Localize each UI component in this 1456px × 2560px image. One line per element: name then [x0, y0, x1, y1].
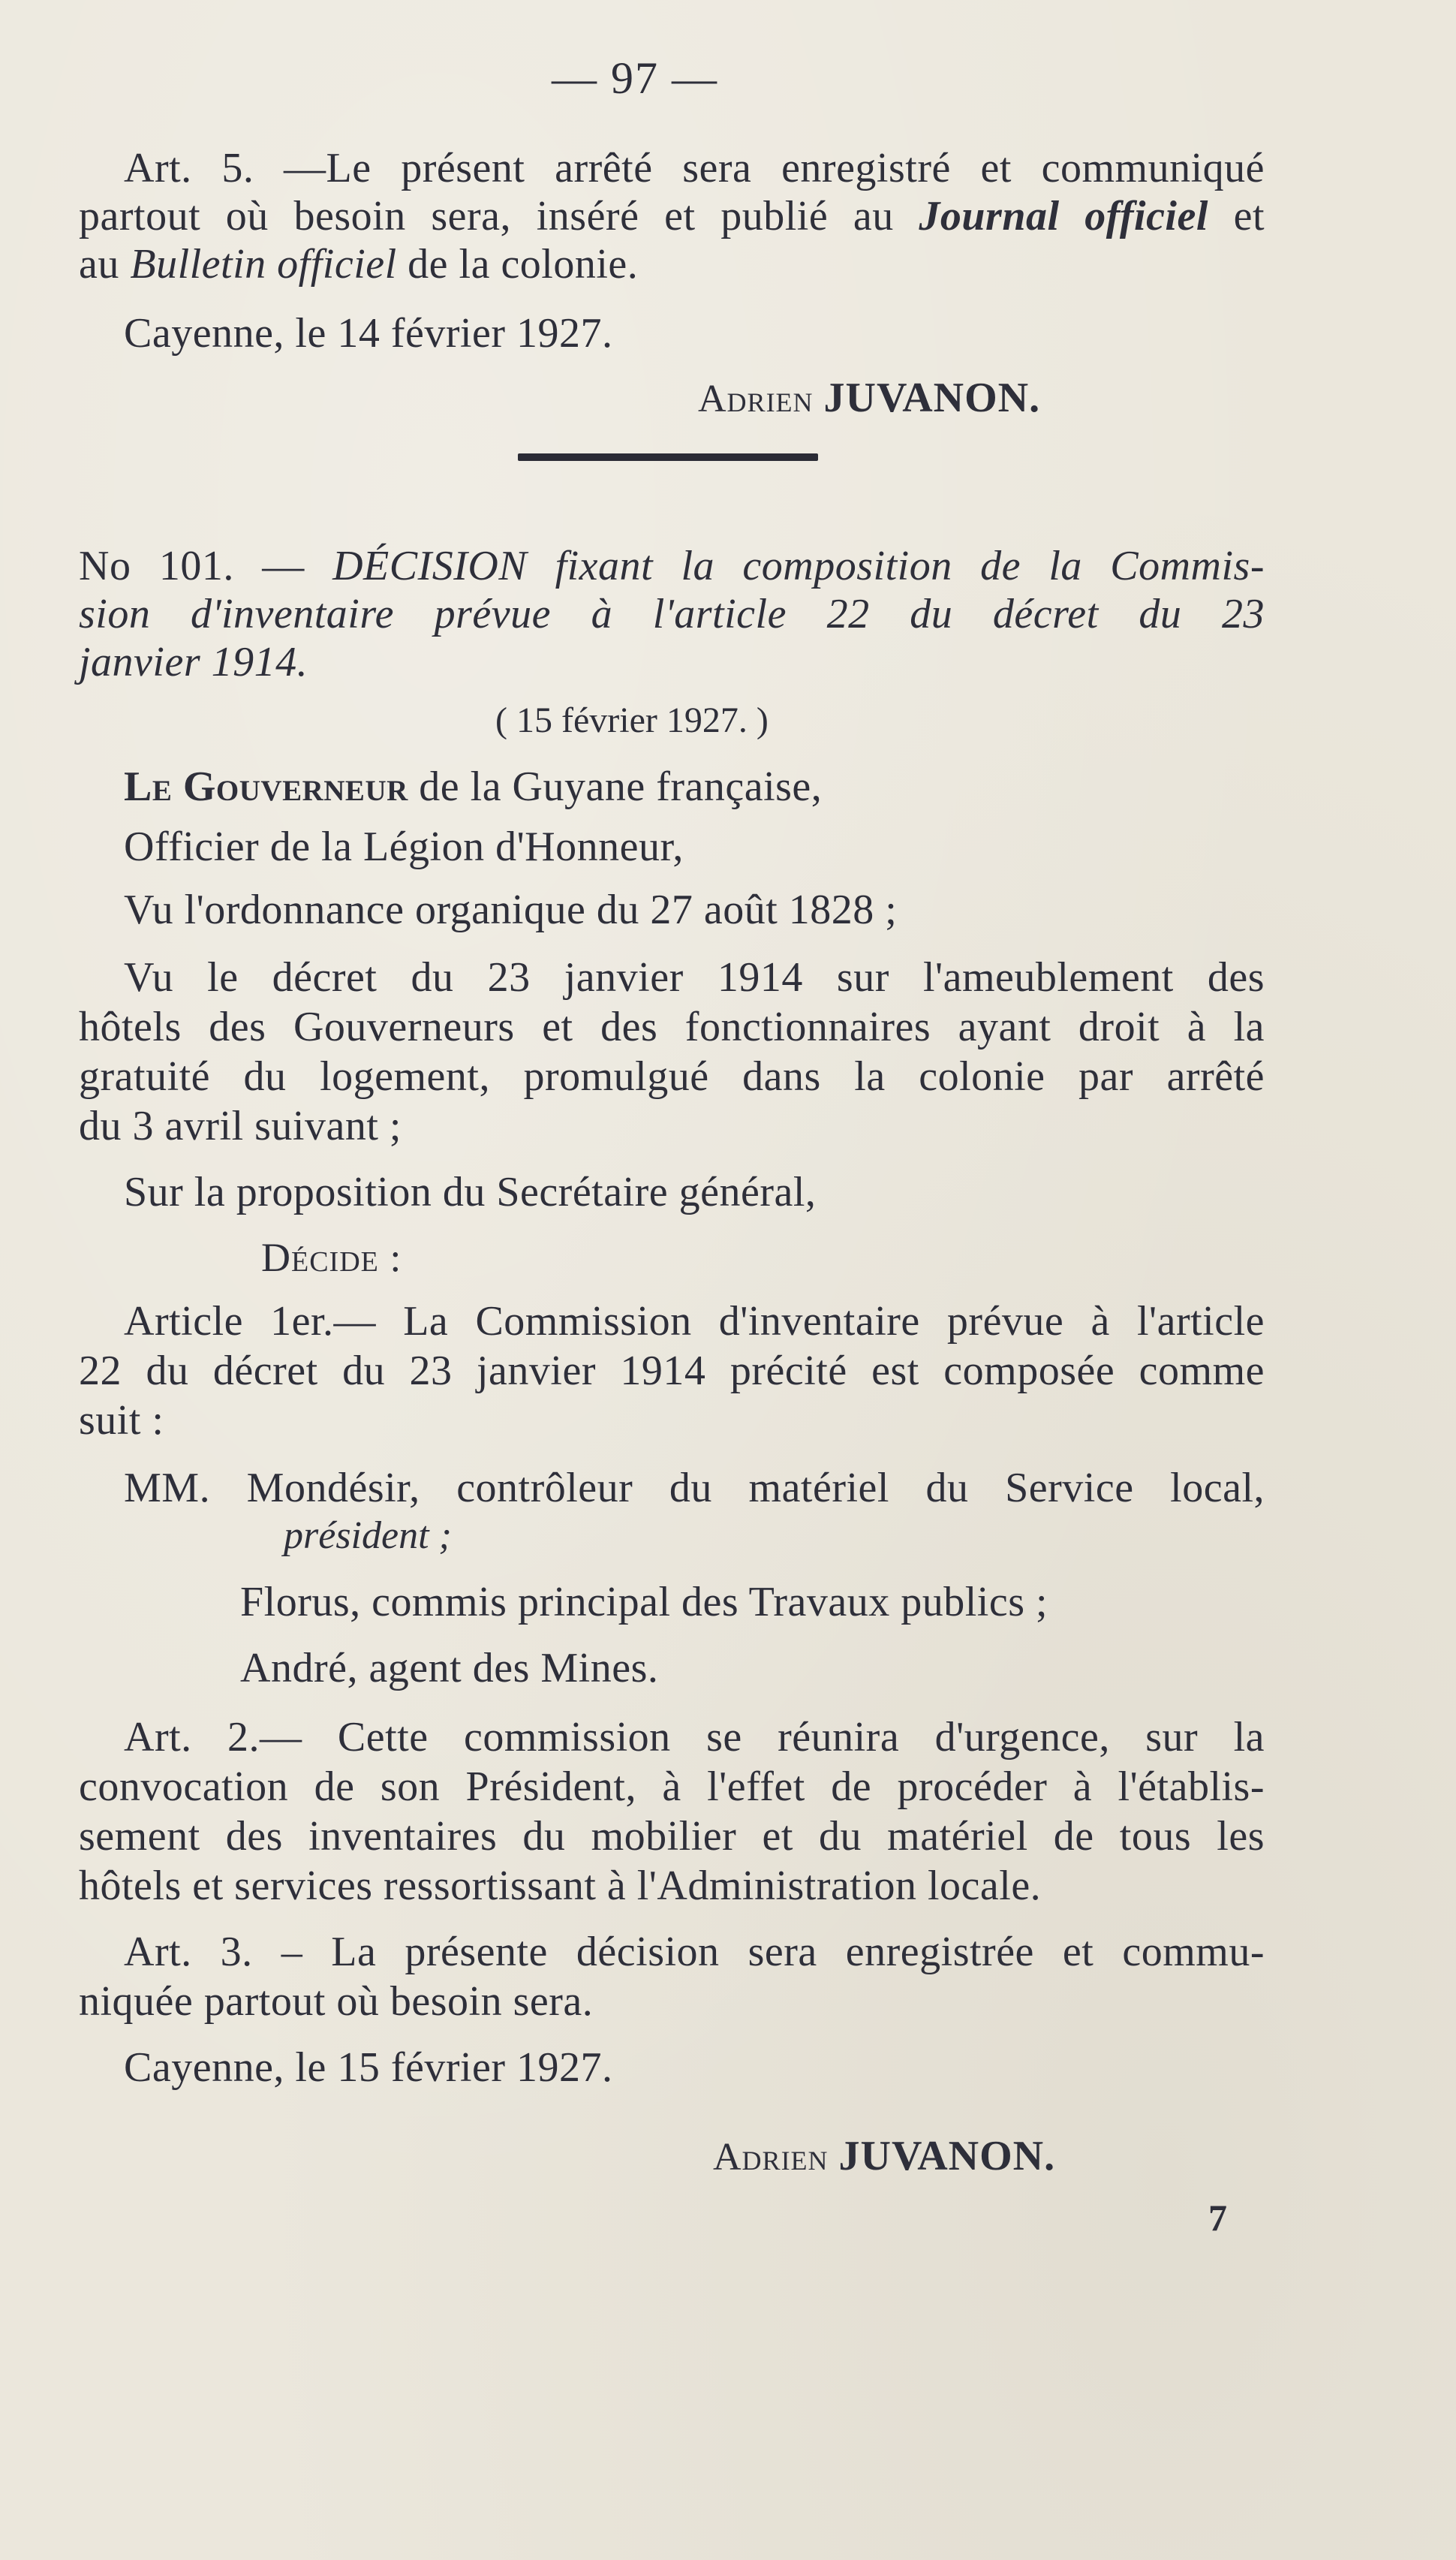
article3-line2: niquée partout où besoin sera.	[79, 1978, 594, 2025]
article2-line4: hôtels et services ressortissant à l'Administration locale.	[79, 1863, 1042, 1909]
article1-line2: 22 du décret du 23 janvier 1914 précité est composée comme	[79, 1348, 1265, 1394]
decision-date: ( 15 février 1927. )	[495, 700, 769, 740]
vu-decret-line1: Vu le décret du 23 janvier 1914 sur l'ameublement des	[124, 954, 1265, 1001]
governor-officer: Officier de la Légion d'Honneur,	[124, 824, 684, 870]
governor-title-rest: de la Guyane française,	[408, 763, 823, 810]
decision-heading-line1	[79, 542, 1265, 590]
article3-line1: Art. 3. – La présente décision sera enregistrée et commu-	[124, 1929, 1265, 1975]
article1-line1: Article 1er.— La Commission d'inventaire prévue à l'article	[124, 1298, 1265, 1345]
vu-ordonnance: Vu l'ordonnance organique du 27 août 1828 ;	[124, 887, 898, 933]
member-mondesir-role: président ;	[284, 1514, 452, 1557]
vu-decret-line4: du 3 avril suivant ;	[79, 1103, 402, 1149]
decision-heading-line3: janvier 1914.	[79, 639, 308, 685]
signature-1-name: JUVANON.	[823, 375, 1041, 421]
article1-line3: suit :	[79, 1397, 164, 1444]
governor-title-sc: Le Gouverneur	[124, 763, 408, 810]
signature-2	[713, 2132, 1055, 2180]
signature-mark-number: 7	[1208, 2197, 1227, 2239]
governor-title	[124, 763, 1265, 811]
article2-line2: convocation de son Président, à l'effet de procéder à l'établis-	[79, 1763, 1265, 1810]
art5-line3	[79, 240, 1265, 288]
date-cayenne-14: Cayenne, le 14 février 1927.	[124, 310, 613, 357]
decision-number: No 101. —	[79, 543, 333, 589]
art5-line2	[79, 192, 1265, 240]
separator-rule	[518, 453, 818, 461]
decision-heading-line2: sion d'inventaire prévue à l'article 22 du décret du 23	[79, 591, 1265, 637]
signature-2-name: JUVANON.	[838, 2133, 1056, 2179]
art5-line2-text-a: partout où besoin sera, inséré et publié au	[79, 193, 919, 239]
signature-1-prefix: Adrien	[698, 378, 814, 420]
art5-line3-text-b: de la colonie.	[396, 241, 639, 288]
member-florus: Florus, commis principal des Travaux publics ;	[240, 1579, 1048, 1625]
date-cayenne-15: Cayenne, le 15 février 1927.	[124, 2044, 613, 2091]
article2-line1: Art. 2.— Cette commission se réunira d'urgence, sur la	[124, 1714, 1265, 1760]
decide-heading: Décide :	[261, 1235, 402, 1280]
bulletin-officiel-ref: Bulletin officiel	[130, 241, 397, 288]
signature-1	[698, 374, 1040, 422]
page-number: — 97 —	[552, 53, 718, 103]
proposition: Sur la proposition du Secrétaire général,	[124, 1169, 817, 1215]
journal-officiel-ref: Journal officiel	[919, 193, 1208, 239]
art5-line2-text-b: et	[1208, 193, 1265, 239]
signature-2-prefix: Adrien	[713, 2136, 829, 2179]
member-andre: André, agent des Mines.	[240, 1645, 659, 1691]
decision-title-start: DÉCISION fixant la composition de la Commis-	[332, 543, 1265, 589]
article2-line3: sement des inventaires du mobilier et du matériel de tous les	[79, 1813, 1265, 1860]
art5-line1: Art. 5. —Le présent arrêté sera enregistré et communiqué	[124, 145, 1265, 191]
vu-decret-line3: gratuité du logement, promulgué dans la colonie par arrêté	[79, 1053, 1265, 1100]
art5-line3-text-a: au	[79, 241, 131, 288]
vu-decret-line2: hôtels des Gouverneurs et des fonctionnaires ayant droit à la	[79, 1004, 1265, 1050]
member-mondesir: MM. Mondésir, contrôleur du matériel du Service local,	[124, 1465, 1265, 1511]
